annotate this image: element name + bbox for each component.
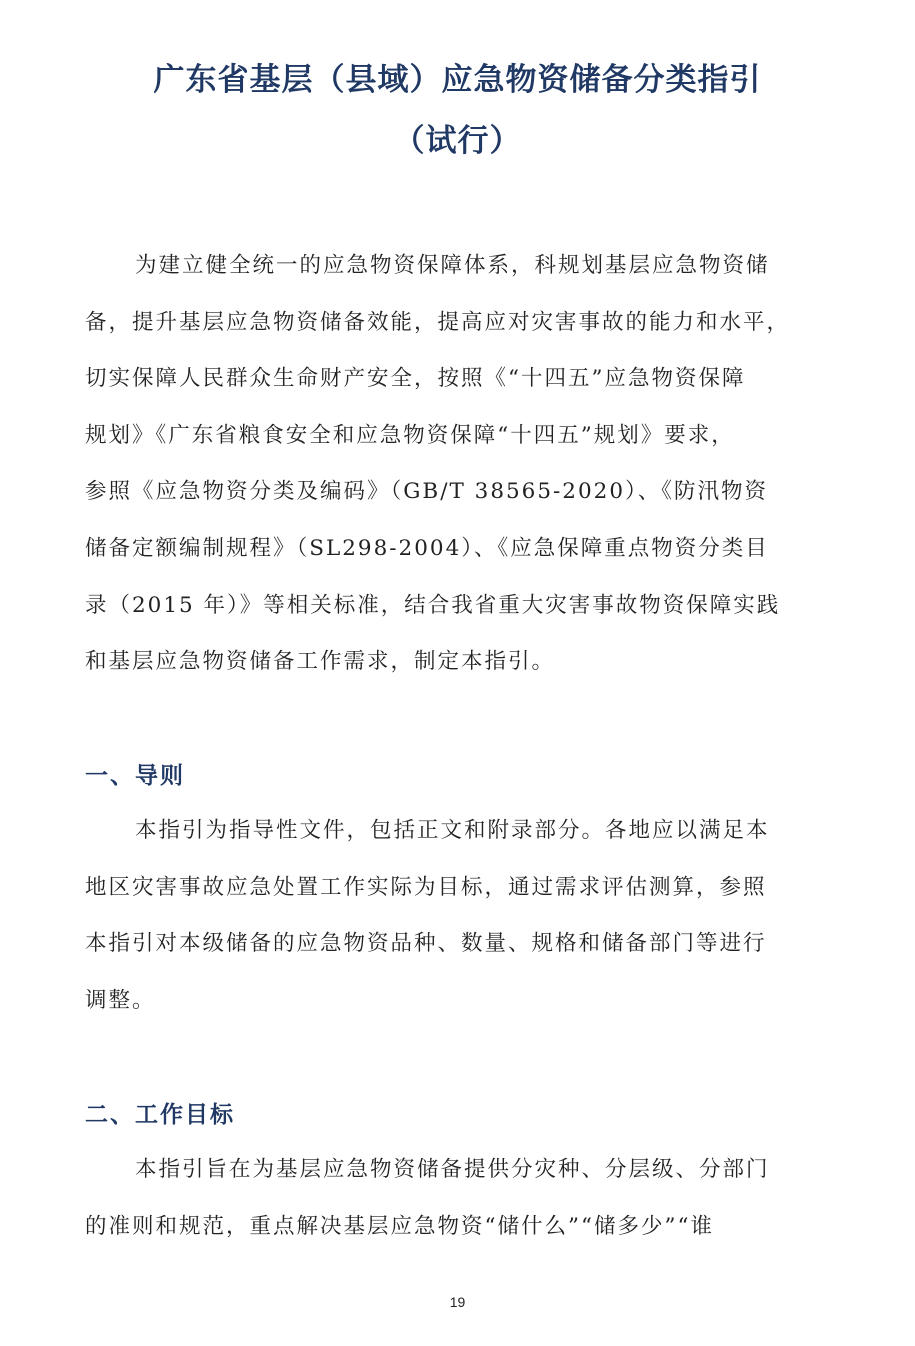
- intro-line: 为建立健全统一的应急物资保障体系，科规划基层应急物资储: [135, 253, 770, 278]
- intro-line: 储备定额编制规程》（SL298-2004）、《应急保障重点物资分类目: [85, 535, 769, 561]
- intro-paragraph: [85, 238, 835, 691]
- document-subtitle: （试行）: [393, 123, 522, 159]
- intro-line: 切实保障人民群众生命财产安全，按照《“十四五”应急物资保障: [85, 366, 746, 392]
- intro-line: 参照《应急物资分类及编码》（GB/T 38565-2020）、《防汛物资: [85, 479, 769, 505]
- section-line: 的准则和规范，重点解决基层应急物资“储什么”“储多少”“谁: [85, 1213, 714, 1239]
- section-line: 地区灾害事故应急处置工作实际为目标，通过需求评估测算，参照: [85, 874, 767, 900]
- intro-line: 备，提升基层应急物资储备效能，提高应对灾害事故的能力和水平，: [85, 309, 791, 335]
- section-line: 本指引对本级储备的应急物资品种、数量、规格和储备部门等进行: [85, 931, 767, 957]
- document-title: 广东省基层（县域）应急物资储备分类指引: [153, 62, 762, 98]
- intro-line: 和基层应急物资储备工作需求，制定本指引。: [85, 649, 556, 675]
- intro-line: 录（2015 年）》等相关标准，结合我省重大灾害事故物资保障实践: [85, 592, 781, 618]
- section-line: 本指引旨在为基层应急物资储备提供分灾种、分层级、分部门: [135, 1157, 770, 1182]
- intro-line: 规划》《广东省粮食安全和应急物资保障“十四五”规划》要求，: [85, 422, 735, 448]
- section-objectives-paragraph: [85, 1142, 835, 1255]
- section-heading-guidelines: 一、导则: [85, 763, 185, 789]
- section-guidelines-paragraph: [85, 803, 835, 1029]
- section-line: 调整。: [85, 987, 156, 1013]
- section-heading-objectives: 二、工作目标: [85, 1102, 235, 1128]
- page-number: 19: [449, 1294, 466, 1310]
- section-line: 本指引为指导性文件，包括正文和附录部分。各地应以满足本: [135, 818, 770, 843]
